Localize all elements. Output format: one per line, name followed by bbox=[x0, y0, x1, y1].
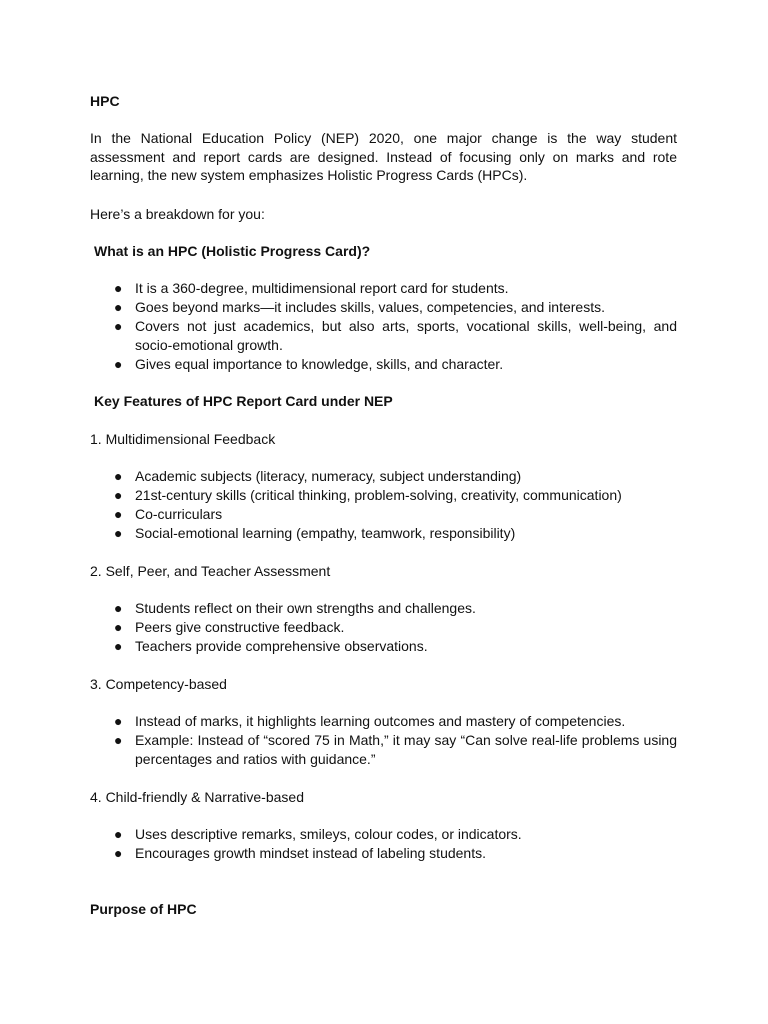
list-item-text: Teachers provide comprehensive observations. bbox=[135, 638, 428, 654]
bullet-icon: ● bbox=[114, 299, 123, 315]
bullet-icon: ● bbox=[114, 845, 123, 861]
list-item bbox=[114, 486, 677, 505]
bullet-icon: ● bbox=[114, 468, 123, 484]
list-item bbox=[114, 731, 677, 768]
list-item-text: Covers not just academics, but also arts, sports, vocational skills, well-being, and socio-emotional growth. bbox=[135, 318, 677, 353]
section-title: 2. Self, Peer, and Teacher Assessment bbox=[90, 563, 331, 579]
bullet-icon: ● bbox=[114, 732, 123, 748]
list-item bbox=[114, 467, 677, 486]
list-item-text: 21st-century skills (critical thinking, problem-solving, creativity, communication) bbox=[135, 487, 622, 503]
list-item bbox=[114, 825, 677, 844]
list-item-text: It is a 360-degree, multidimensional report card for students. bbox=[135, 280, 509, 296]
bullet-icon: ● bbox=[114, 638, 123, 654]
list-item bbox=[114, 505, 677, 524]
list-item bbox=[114, 844, 677, 863]
bullet-icon: ● bbox=[114, 619, 123, 635]
breakdown-text: Here’s a breakdown for you: bbox=[90, 206, 265, 222]
section-title: 3. Competency-based bbox=[90, 676, 227, 692]
list-item bbox=[114, 298, 677, 317]
list-item bbox=[114, 355, 677, 374]
list-item bbox=[114, 712, 677, 731]
purpose-heading: Purpose of HPC bbox=[90, 901, 197, 917]
list-item-text: Encourages growth mindset instead of labeling students. bbox=[135, 845, 486, 861]
list-item-text: Instead of marks, it highlights learning outcomes and mastery of competencies. bbox=[135, 713, 626, 729]
document-title: HPC bbox=[90, 93, 120, 109]
section-title: 1. Multidimensional Feedback bbox=[90, 431, 276, 447]
list-item-text: Example: Instead of “scored 75 in Math,” it may say “Can solve real-life problems using percentages and ratios with guidance.” bbox=[135, 732, 677, 767]
list-item-text: Social-emotional learning (empathy, teamwork, responsibility) bbox=[135, 525, 516, 541]
what-heading: What is an HPC (Holistic Progress Card)? bbox=[94, 243, 371, 259]
list-item bbox=[114, 599, 677, 618]
list-item-text: Academic subjects (literacy, numeracy, subject understanding) bbox=[135, 468, 522, 484]
list-item-text: Uses descriptive remarks, smileys, colour codes, or indicators. bbox=[135, 826, 522, 842]
bullet-icon: ● bbox=[114, 487, 123, 503]
bullet-icon: ● bbox=[114, 826, 123, 842]
list-item bbox=[114, 618, 677, 637]
features-heading: Key Features of HPC Report Card under NEP bbox=[94, 393, 393, 409]
list-item-text: Gives equal importance to knowledge, skills, and character. bbox=[135, 356, 504, 372]
list-item bbox=[114, 317, 677, 354]
bullet-icon: ● bbox=[114, 600, 123, 616]
bullet-icon: ● bbox=[114, 713, 123, 729]
list-item bbox=[114, 279, 677, 298]
bullet-icon: ● bbox=[114, 280, 123, 296]
bullet-icon: ● bbox=[114, 318, 123, 334]
section-title: 4. Child-friendly & Narrative-based bbox=[90, 789, 304, 805]
list-item-text: Co-curriculars bbox=[135, 506, 223, 522]
list-item-text: Students reflect on their own strengths and challenges. bbox=[135, 600, 476, 616]
bullet-icon: ● bbox=[114, 506, 123, 522]
list-item-text: Peers give constructive feedback. bbox=[135, 619, 345, 635]
list-item bbox=[114, 637, 677, 656]
bullet-icon: ● bbox=[114, 525, 123, 541]
list-item-text: Goes beyond marks—it includes skills, values, competencies, and interests. bbox=[135, 299, 605, 315]
bullet-icon: ● bbox=[114, 356, 123, 372]
intro-paragraph: In the National Education Policy (NEP) 2020, one major change is the way student assessment and report cards are designed. Instead of focusing only on marks and rote learning, the new system emphasizes Holistic Progress Cards (HPCs). bbox=[90, 130, 677, 183]
list-item bbox=[114, 524, 677, 543]
